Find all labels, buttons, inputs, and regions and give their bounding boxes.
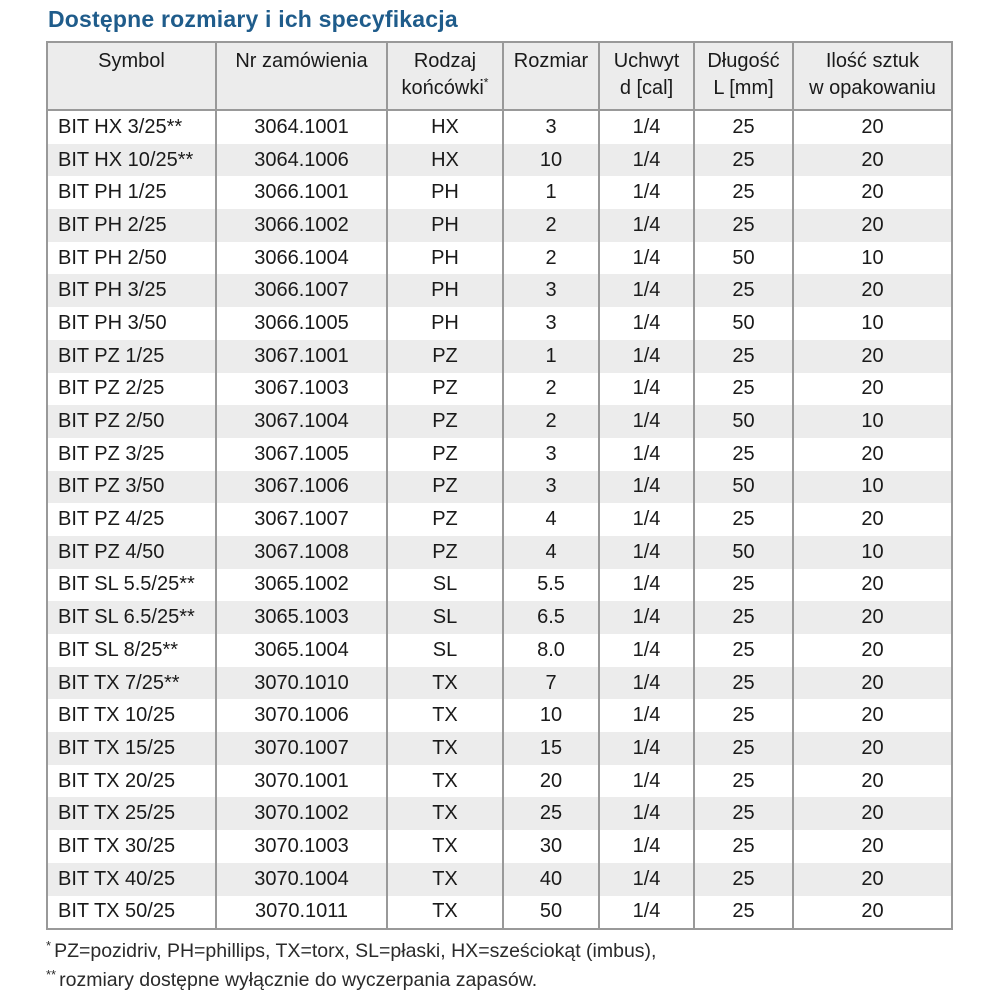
cell-tip-type: HX bbox=[387, 144, 503, 177]
cell-shank: 1/4 bbox=[599, 405, 694, 438]
footnote-2-marker: ** bbox=[46, 966, 57, 982]
cell-qty-per-pack: 20 bbox=[793, 634, 952, 667]
cell-length: 25 bbox=[694, 896, 793, 930]
cell-length: 50 bbox=[694, 471, 793, 504]
cell-tip-type: PZ bbox=[387, 503, 503, 536]
cell-order-number: 3070.1001 bbox=[216, 765, 387, 798]
table-row bbox=[47, 601, 952, 634]
table-row bbox=[47, 569, 952, 602]
table-row bbox=[47, 307, 952, 340]
cell-size: 3 bbox=[503, 438, 599, 471]
spec-table bbox=[46, 41, 953, 930]
cell-shank: 1/4 bbox=[599, 144, 694, 177]
cell-qty-per-pack: 20 bbox=[793, 438, 952, 471]
cell-qty-per-pack: 20 bbox=[793, 797, 952, 830]
cell-qty-per-pack: 20 bbox=[793, 667, 952, 700]
cell-symbol: BIT TX 7/25** bbox=[47, 667, 216, 700]
cell-symbol: BIT HX 3/25** bbox=[47, 110, 216, 144]
cell-shank: 1/4 bbox=[599, 471, 694, 504]
table-row bbox=[47, 699, 952, 732]
cell-order-number: 3067.1001 bbox=[216, 340, 387, 373]
cell-order-number: 3067.1004 bbox=[216, 405, 387, 438]
cell-tip-type: TX bbox=[387, 797, 503, 830]
cell-symbol: BIT PZ 2/50 bbox=[47, 405, 216, 438]
cell-size: 1 bbox=[503, 340, 599, 373]
cell-order-number: 3066.1001 bbox=[216, 176, 387, 209]
cell-order-number: 3066.1005 bbox=[216, 307, 387, 340]
cell-tip-type: TX bbox=[387, 732, 503, 765]
cell-qty-per-pack: 10 bbox=[793, 471, 952, 504]
cell-length: 25 bbox=[694, 601, 793, 634]
cell-shank: 1/4 bbox=[599, 667, 694, 700]
cell-size: 30 bbox=[503, 830, 599, 863]
footnote-2-text: rozmiary dostępne wyłącznie do wyczerpania zapasów. bbox=[59, 969, 538, 992]
cell-qty-per-pack: 20 bbox=[793, 144, 952, 177]
table-row bbox=[47, 438, 952, 471]
cell-size: 2 bbox=[503, 373, 599, 406]
cell-symbol: BIT SL 6.5/25** bbox=[47, 601, 216, 634]
cell-qty-per-pack: 20 bbox=[793, 340, 952, 373]
cell-length: 25 bbox=[694, 503, 793, 536]
table-row bbox=[47, 765, 952, 798]
cell-qty-per-pack: 10 bbox=[793, 307, 952, 340]
cell-tip-type: TX bbox=[387, 830, 503, 863]
cell-tip-type: PZ bbox=[387, 536, 503, 569]
cell-size: 40 bbox=[503, 863, 599, 896]
cell-length: 25 bbox=[694, 569, 793, 602]
cell-tip-type: PZ bbox=[387, 438, 503, 471]
header-shank: Uchwyt d [cal] bbox=[599, 42, 694, 110]
table-row bbox=[47, 471, 952, 504]
table-header bbox=[47, 42, 952, 110]
cell-symbol: BIT PZ 3/50 bbox=[47, 471, 216, 504]
cell-order-number: 3070.1006 bbox=[216, 699, 387, 732]
cell-length: 25 bbox=[694, 274, 793, 307]
cell-symbol: BIT PH 2/25 bbox=[47, 209, 216, 242]
cell-shank: 1/4 bbox=[599, 830, 694, 863]
cell-tip-type: SL bbox=[387, 634, 503, 667]
cell-shank: 1/4 bbox=[599, 765, 694, 798]
header-size: Rozmiar bbox=[503, 42, 599, 110]
cell-size: 4 bbox=[503, 503, 599, 536]
table-row bbox=[47, 732, 952, 765]
header-order-number: Nr zamówienia bbox=[216, 42, 387, 110]
cell-order-number: 3065.1003 bbox=[216, 601, 387, 634]
cell-length: 50 bbox=[694, 307, 793, 340]
cell-length: 50 bbox=[694, 242, 793, 275]
cell-length: 25 bbox=[694, 373, 793, 406]
table-row bbox=[47, 797, 952, 830]
cell-size: 15 bbox=[503, 732, 599, 765]
cell-tip-type: SL bbox=[387, 601, 503, 634]
cell-size: 3 bbox=[503, 471, 599, 504]
cell-qty-per-pack: 10 bbox=[793, 405, 952, 438]
cell-qty-per-pack: 20 bbox=[793, 209, 952, 242]
cell-symbol: BIT SL 8/25** bbox=[47, 634, 216, 667]
cell-order-number: 3067.1008 bbox=[216, 536, 387, 569]
table-row bbox=[47, 536, 952, 569]
cell-shank: 1/4 bbox=[599, 863, 694, 896]
cell-shank: 1/4 bbox=[599, 569, 694, 602]
cell-shank: 1/4 bbox=[599, 732, 694, 765]
cell-qty-per-pack: 20 bbox=[793, 503, 952, 536]
cell-order-number: 3070.1007 bbox=[216, 732, 387, 765]
cell-length: 25 bbox=[694, 699, 793, 732]
cell-length: 25 bbox=[694, 209, 793, 242]
cell-length: 25 bbox=[694, 340, 793, 373]
cell-length: 50 bbox=[694, 405, 793, 438]
cell-tip-type: TX bbox=[387, 765, 503, 798]
cell-qty-per-pack: 10 bbox=[793, 242, 952, 275]
cell-length: 25 bbox=[694, 830, 793, 863]
table-row bbox=[47, 634, 952, 667]
cell-symbol: BIT HX 10/25** bbox=[47, 144, 216, 177]
cell-symbol: BIT PZ 3/25 bbox=[47, 438, 216, 471]
footnote-1 bbox=[46, 937, 1000, 966]
table-row bbox=[47, 176, 952, 209]
cell-shank: 1/4 bbox=[599, 503, 694, 536]
cell-shank: 1/4 bbox=[599, 340, 694, 373]
cell-qty-per-pack: 20 bbox=[793, 830, 952, 863]
cell-qty-per-pack: 20 bbox=[793, 896, 952, 930]
cell-tip-type: PH bbox=[387, 274, 503, 307]
cell-tip-type: HX bbox=[387, 110, 503, 144]
cell-shank: 1/4 bbox=[599, 536, 694, 569]
cell-qty-per-pack: 20 bbox=[793, 176, 952, 209]
header-symbol: Symbol bbox=[47, 42, 216, 110]
cell-order-number: 3070.1004 bbox=[216, 863, 387, 896]
cell-tip-type: PH bbox=[387, 307, 503, 340]
cell-shank: 1/4 bbox=[599, 110, 694, 144]
cell-symbol: BIT TX 10/25 bbox=[47, 699, 216, 732]
cell-length: 25 bbox=[694, 144, 793, 177]
cell-tip-type: PZ bbox=[387, 340, 503, 373]
header-tip-type: Rodzaj końcówki* bbox=[387, 42, 503, 110]
cell-tip-type: TX bbox=[387, 699, 503, 732]
cell-symbol: BIT TX 50/25 bbox=[47, 896, 216, 930]
cell-qty-per-pack: 20 bbox=[793, 569, 952, 602]
cell-size: 3 bbox=[503, 274, 599, 307]
table-row bbox=[47, 340, 952, 373]
cell-symbol: BIT TX 30/25 bbox=[47, 830, 216, 863]
cell-shank: 1/4 bbox=[599, 438, 694, 471]
cell-qty-per-pack: 20 bbox=[793, 732, 952, 765]
cell-size: 4 bbox=[503, 536, 599, 569]
header-length: Długość L [mm] bbox=[694, 42, 793, 110]
cell-qty-per-pack: 10 bbox=[793, 536, 952, 569]
cell-tip-type: PH bbox=[387, 242, 503, 275]
cell-order-number: 3066.1007 bbox=[216, 274, 387, 307]
cell-tip-type: PZ bbox=[387, 471, 503, 504]
cell-length: 25 bbox=[694, 110, 793, 144]
cell-size: 2 bbox=[503, 405, 599, 438]
cell-symbol: BIT PZ 4/50 bbox=[47, 536, 216, 569]
cell-size: 7 bbox=[503, 667, 599, 700]
table-row bbox=[47, 405, 952, 438]
cell-length: 25 bbox=[694, 176, 793, 209]
footnote-1-marker: * bbox=[46, 937, 52, 953]
cell-size: 1 bbox=[503, 176, 599, 209]
table-row bbox=[47, 209, 952, 242]
cell-shank: 1/4 bbox=[599, 307, 694, 340]
cell-size: 2 bbox=[503, 209, 599, 242]
cell-size: 50 bbox=[503, 896, 599, 930]
cell-tip-type: TX bbox=[387, 896, 503, 930]
cell-shank: 1/4 bbox=[599, 274, 694, 307]
cell-symbol: BIT PZ 4/25 bbox=[47, 503, 216, 536]
cell-order-number: 3066.1004 bbox=[216, 242, 387, 275]
cell-qty-per-pack: 20 bbox=[793, 274, 952, 307]
header-qty-per-pack: Ilość sztuk w opakowaniu bbox=[793, 42, 952, 110]
table-row bbox=[47, 896, 952, 930]
cell-size: 5.5 bbox=[503, 569, 599, 602]
cell-length: 25 bbox=[694, 634, 793, 667]
cell-size: 25 bbox=[503, 797, 599, 830]
cell-symbol: BIT TX 20/25 bbox=[47, 765, 216, 798]
footnotes bbox=[46, 937, 1000, 995]
cell-symbol: BIT SL 5.5/25** bbox=[47, 569, 216, 602]
footnote-marker-ref: * bbox=[483, 75, 489, 90]
table-row bbox=[47, 274, 952, 307]
table-row bbox=[47, 667, 952, 700]
cell-shank: 1/4 bbox=[599, 896, 694, 930]
cell-size: 3 bbox=[503, 110, 599, 144]
cell-shank: 1/4 bbox=[599, 176, 694, 209]
cell-symbol: BIT PZ 2/25 bbox=[47, 373, 216, 406]
cell-symbol: BIT TX 15/25 bbox=[47, 732, 216, 765]
cell-order-number: 3064.1006 bbox=[216, 144, 387, 177]
cell-qty-per-pack: 20 bbox=[793, 765, 952, 798]
cell-order-number: 3065.1002 bbox=[216, 569, 387, 602]
cell-tip-type: PZ bbox=[387, 373, 503, 406]
cell-tip-type: SL bbox=[387, 569, 503, 602]
cell-size: 20 bbox=[503, 765, 599, 798]
cell-shank: 1/4 bbox=[599, 797, 694, 830]
cell-tip-type: PH bbox=[387, 176, 503, 209]
cell-shank: 1/4 bbox=[599, 601, 694, 634]
cell-order-number: 3067.1003 bbox=[216, 373, 387, 406]
cell-tip-type: PZ bbox=[387, 405, 503, 438]
table-row bbox=[47, 503, 952, 536]
cell-symbol: BIT PH 1/25 bbox=[47, 176, 216, 209]
cell-tip-type: TX bbox=[387, 667, 503, 700]
cell-size: 6.5 bbox=[503, 601, 599, 634]
cell-shank: 1/4 bbox=[599, 699, 694, 732]
table-body bbox=[47, 110, 952, 929]
cell-qty-per-pack: 20 bbox=[793, 373, 952, 406]
cell-shank: 1/4 bbox=[599, 209, 694, 242]
cell-length: 25 bbox=[694, 797, 793, 830]
cell-order-number: 3067.1007 bbox=[216, 503, 387, 536]
cell-size: 10 bbox=[503, 699, 599, 732]
table-row bbox=[47, 830, 952, 863]
cell-order-number: 3065.1004 bbox=[216, 634, 387, 667]
footnote-2 bbox=[46, 966, 1000, 995]
cell-order-number: 3064.1001 bbox=[216, 110, 387, 144]
cell-order-number: 3066.1002 bbox=[216, 209, 387, 242]
cell-symbol: BIT TX 25/25 bbox=[47, 797, 216, 830]
table-row bbox=[47, 144, 952, 177]
cell-order-number: 3070.1003 bbox=[216, 830, 387, 863]
cell-symbol: BIT PH 3/25 bbox=[47, 274, 216, 307]
cell-length: 25 bbox=[694, 667, 793, 700]
cell-symbol: BIT TX 40/25 bbox=[47, 863, 216, 896]
table-row bbox=[47, 110, 952, 144]
cell-tip-type: PH bbox=[387, 209, 503, 242]
cell-qty-per-pack: 20 bbox=[793, 110, 952, 144]
cell-length: 25 bbox=[694, 438, 793, 471]
cell-shank: 1/4 bbox=[599, 373, 694, 406]
cell-size: 3 bbox=[503, 307, 599, 340]
cell-qty-per-pack: 20 bbox=[793, 601, 952, 634]
cell-order-number: 3067.1006 bbox=[216, 471, 387, 504]
cell-length: 50 bbox=[694, 536, 793, 569]
table-row bbox=[47, 373, 952, 406]
cell-size: 10 bbox=[503, 144, 599, 177]
cell-length: 25 bbox=[694, 732, 793, 765]
cell-shank: 1/4 bbox=[599, 634, 694, 667]
cell-length: 25 bbox=[694, 765, 793, 798]
cell-length: 25 bbox=[694, 863, 793, 896]
cell-qty-per-pack: 20 bbox=[793, 863, 952, 896]
cell-symbol: BIT PZ 1/25 bbox=[47, 340, 216, 373]
footnote-1-text: PZ=pozidriv, PH=phillips, TX=torx, SL=płaski, HX=sześciokąt (imbus), bbox=[54, 940, 657, 963]
cell-shank: 1/4 bbox=[599, 242, 694, 275]
cell-symbol: BIT PH 2/50 bbox=[47, 242, 216, 275]
cell-order-number: 3070.1002 bbox=[216, 797, 387, 830]
cell-order-number: 3070.1010 bbox=[216, 667, 387, 700]
cell-size: 8.0 bbox=[503, 634, 599, 667]
page-title: Dostępne rozmiary i ich specyfikacja bbox=[48, 6, 458, 32]
cell-size: 2 bbox=[503, 242, 599, 275]
table-row bbox=[47, 863, 952, 896]
cell-symbol: BIT PH 3/50 bbox=[47, 307, 216, 340]
cell-order-number: 3070.1011 bbox=[216, 896, 387, 930]
cell-order-number: 3067.1005 bbox=[216, 438, 387, 471]
table-row bbox=[47, 242, 952, 275]
cell-tip-type: TX bbox=[387, 863, 503, 896]
cell-qty-per-pack: 20 bbox=[793, 699, 952, 732]
